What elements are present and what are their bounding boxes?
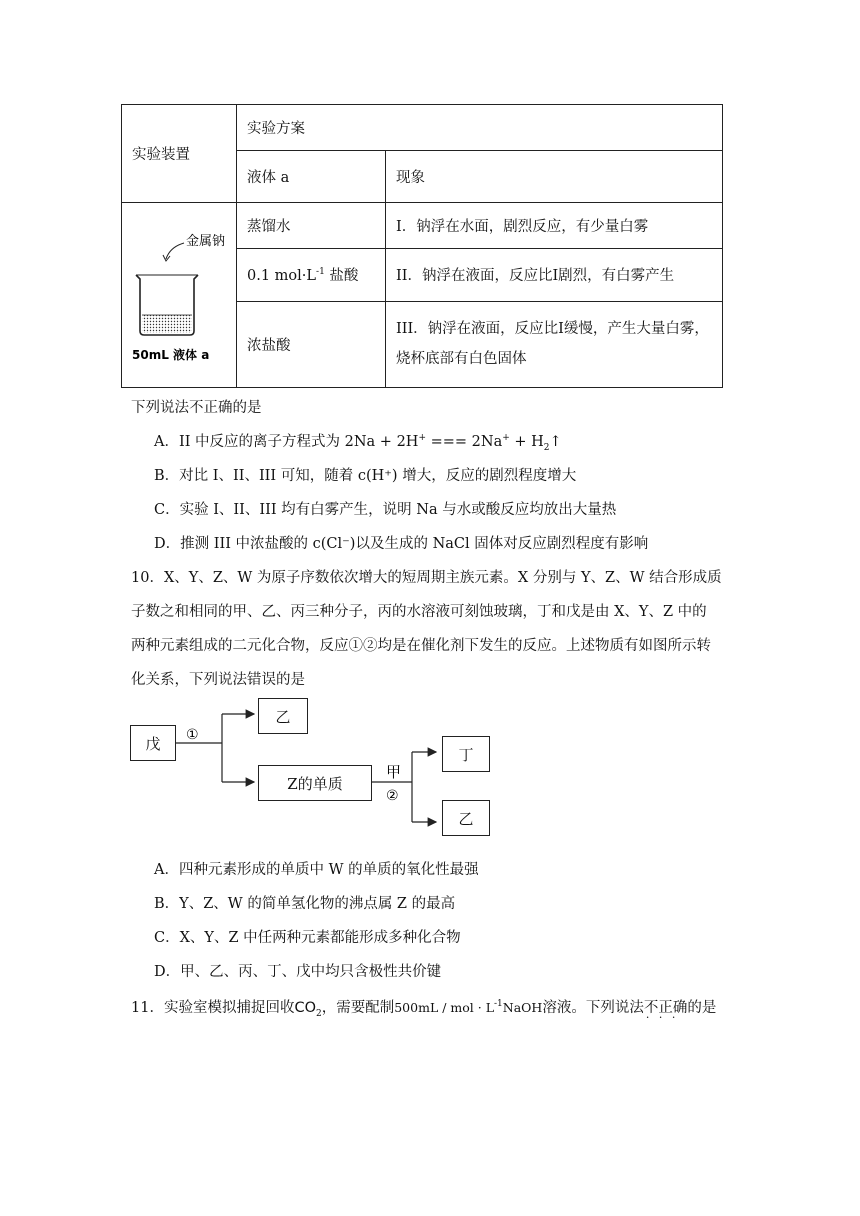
q10-line-3: 两种元素组成的二元化合物，反应①②均是在催化剂下发生的反应。上述物质有如图所示转	[131, 638, 711, 654]
header-device: 实验装置	[122, 105, 237, 203]
q10-line-1: 10．X、Y、Z、W 为原子序数依次增大的短周期主族元素。X 分别与 Y、Z、W 结合形成质	[131, 570, 722, 586]
q11-stem: 11．实验室模拟捕捉回收$CO_2$，需要配制500mL / mol · $L^{-1}NaOH$溶液。下列说法不正确 · · ·的是	[131, 996, 716, 1019]
beaker-diagram	[122, 203, 236, 383]
header-phenomenon: 现象	[386, 151, 723, 203]
q9-stem: 下列说法不正确的是	[131, 400, 262, 416]
experiment-table	[121, 104, 723, 388]
q9-option-a: A．II 中反应的离子方程式为 2Na + 2H+ === $2Na^+ + H_2↑$	[154, 433, 562, 453]
box-yi-top: 乙	[258, 698, 308, 734]
q9-option-c: C．实验 I、II、III 均有白雾产生，说明 Na 与水或酸反应均放出大量热	[154, 502, 617, 518]
box-ding: 丁	[442, 736, 490, 772]
sodium-label: 金属钠	[186, 234, 226, 249]
reaction-2-label: ②	[386, 788, 399, 804]
q10-option-a: A．四种元素形成的单质中 W 的单质的氧化性最强	[154, 862, 479, 878]
q10-line-4: 化关系，下列说法错误的是	[131, 672, 305, 688]
q10-option-b: B．Y、Z、W 的简单氢化物的沸点属 Z 的最高	[154, 896, 456, 912]
box-yi-bottom: 乙	[442, 800, 490, 836]
row3-phenomenon: III．钠浮在液面，反应比Ⅰ缓慢，产生大量白雾， 烧杯底部有白色固体	[386, 301, 723, 387]
header-liquid: 液体 a	[237, 151, 386, 203]
q9-option-b: B．对比 I、II、III 可知，随着 c(H⁺) 增大，反应的剧烈程度增大	[154, 468, 577, 484]
box-z-element: Z的单质	[258, 765, 372, 801]
box-wu: 戊	[130, 725, 176, 761]
q10-option-c: C．X、Y、Z 中任两种元素都能形成多种化合物	[154, 930, 461, 946]
jia-label: 甲	[386, 763, 402, 781]
header-plan: 实验方案	[237, 105, 723, 151]
row1-phenomenon: I．钠浮在水面，剧烈反应，有少量白雾	[386, 203, 723, 249]
row2-liquid: 0.1 $mol\cdot L^{-1}$ 盐酸	[237, 249, 386, 301]
reaction-1-label: ①	[186, 727, 199, 743]
q10-option-d: D．甲、乙、丙、丁、戊中均只含极性共价键	[154, 964, 442, 980]
row1-liquid: 蒸馏水	[237, 203, 386, 249]
q9-option-d: D．推测 III 中浓盐酸的 c(Cl⁻)以及生成的 NaCl 固体对反应剧烈程度有影响	[154, 536, 649, 552]
liquid-a-label: 50mL 液体 a	[132, 348, 210, 362]
apparatus-cell	[122, 203, 237, 388]
row3-liquid: 浓盐酸	[237, 301, 386, 387]
q10-line-2: 子数之和相同的甲、乙、丙三种分子，丙的水溶液可刻蚀玻璃，丁和戊是由 X、Y、Z 中的	[131, 604, 707, 620]
emphasis-not-correct: 不正确 · · ·	[644, 1000, 688, 1016]
row2-phenomenon: II．钠浮在液面，反应比Ⅰ剧烈，有白雾产生	[386, 249, 723, 301]
